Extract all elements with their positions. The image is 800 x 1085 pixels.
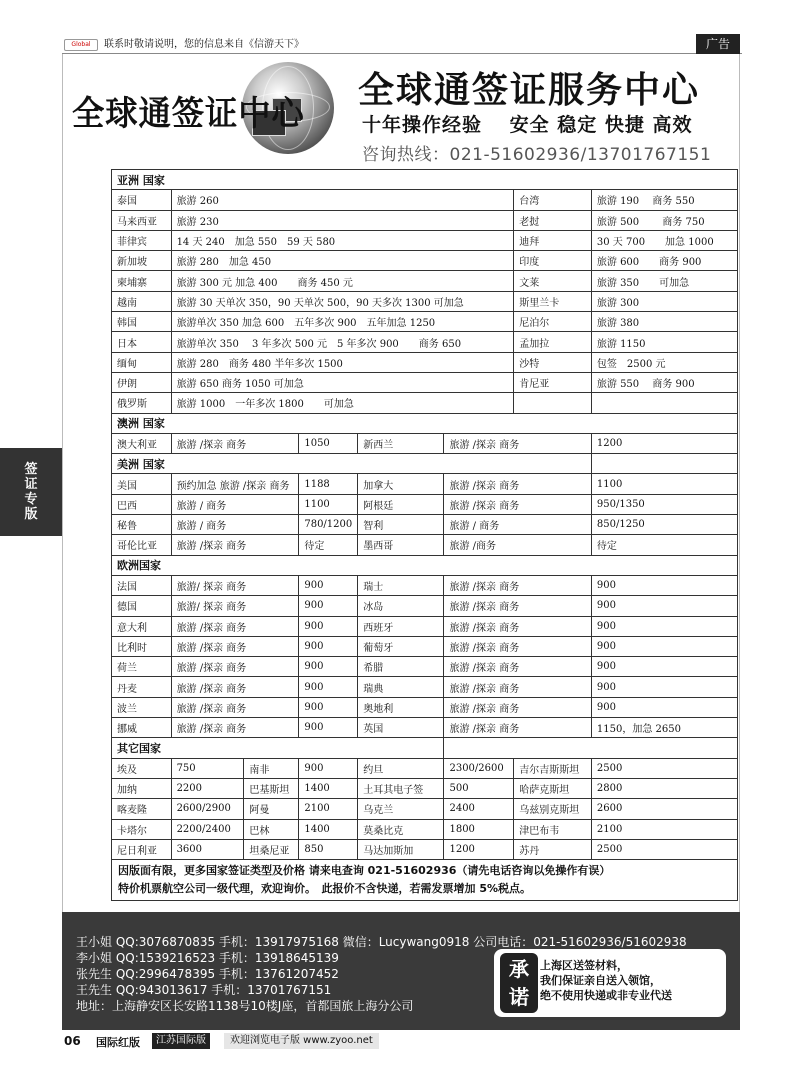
table-cell: 旅游 500 商务 750 xyxy=(591,210,737,230)
table-cell: 旅游 1150 xyxy=(591,332,737,352)
table-cell: 尼泊尔 xyxy=(514,312,592,332)
table-cell: 台湾 xyxy=(514,190,592,210)
table-cell: 旅游 280 商务 480 半年多次 1500 xyxy=(171,352,514,372)
table-cell: 1200 xyxy=(591,433,737,453)
table-row xyxy=(112,413,738,433)
ad-tag: 广告 xyxy=(696,34,740,54)
table-cell: 瑞士 xyxy=(358,575,444,595)
section-header: 澳洲 国家 xyxy=(112,413,738,433)
table-row xyxy=(112,515,738,535)
table-row xyxy=(112,190,738,210)
table-cell: 智利 xyxy=(358,515,444,535)
table-cell: 2200 xyxy=(171,778,244,798)
table-cell: 苏丹 xyxy=(514,839,592,859)
table-cell: 英国 xyxy=(358,718,444,738)
table-cell: 2400 xyxy=(444,799,514,819)
table-cell: 波兰 xyxy=(112,697,172,717)
table-cell: 500 xyxy=(444,778,514,798)
table-cell: 吉尔吉斯斯坦 xyxy=(514,758,592,778)
table-cell: 旅游 /探亲 商务 xyxy=(171,718,299,738)
address: 地址：上海静安区长安路1138号10楼J座，首都国旅上海分公司 xyxy=(76,999,414,1013)
section-header: 美洲 国家 xyxy=(112,454,592,474)
table-cell: 包签 2500 元 xyxy=(591,352,737,372)
brand-title: 全球通签证服务中心 xyxy=(358,70,701,111)
table-row xyxy=(112,616,738,636)
page-number: 06 xyxy=(64,1034,81,1048)
table-cell: 旅游 /探亲 商务 xyxy=(444,657,591,677)
table-cell: 瑞典 xyxy=(358,677,444,697)
table-cell: 旅游 /商务 xyxy=(444,535,591,555)
table-cell: 900 xyxy=(591,636,737,656)
table-row xyxy=(112,555,738,575)
table-cell: 乌克兰 xyxy=(358,799,444,819)
table-row xyxy=(112,575,738,595)
table-cell: 1050 xyxy=(299,433,358,453)
table-row xyxy=(112,819,738,839)
table-cell xyxy=(591,454,737,474)
table-cell: 900 xyxy=(591,657,737,677)
table-cell: 冰岛 xyxy=(358,596,444,616)
table-cell: 旅游 190 商务 550 xyxy=(591,190,737,210)
price-note: 因版面有限，更多国家签证类型及价格 请来电查询 021-51602936（请先电话咨询以免操作有误） xyxy=(118,864,611,878)
table-cell: 旅游 /探亲 商务 xyxy=(171,636,299,656)
table-cell: 旅游 /探亲 商务 xyxy=(171,535,299,555)
table-cell: 墨西哥 xyxy=(358,535,444,555)
table-cell xyxy=(112,860,738,901)
table-cell: 旅游 /探亲 商务 xyxy=(444,596,591,616)
table-cell: 日本 xyxy=(112,332,172,352)
table-cell: 斯里兰卡 xyxy=(514,291,592,311)
table-row xyxy=(112,839,738,859)
table-row xyxy=(112,758,738,778)
table-cell: 加纳 xyxy=(112,778,172,798)
table-cell: 900 xyxy=(299,718,358,738)
source-notice: 联系时敬请说明，您的信息来自《信游天下》 xyxy=(104,39,304,50)
price-note: 特价机票航空公司一级代理，欢迎询价。 此报价不含快递，若需发票增加 5%税点。 xyxy=(118,882,532,896)
table-cell: 750 xyxy=(171,758,244,778)
table-cell: 1400 xyxy=(299,819,358,839)
table-cell xyxy=(444,738,738,758)
table-cell: 肯尼亚 xyxy=(514,372,592,392)
table-cell: 孟加拉 xyxy=(514,332,592,352)
table-cell: 900 xyxy=(299,636,358,656)
table-cell xyxy=(514,393,592,413)
table-cell: 2200/2400 xyxy=(171,819,244,839)
table-cell: 巴基斯坦 xyxy=(244,778,299,798)
table-row xyxy=(112,636,738,656)
table-cell: 900 xyxy=(299,697,358,717)
edition-label: 国际红版 xyxy=(96,1036,140,1049)
table-cell: 旅游 /探亲 商务 xyxy=(444,433,591,453)
promise-line: 上海区送签材料， xyxy=(540,959,628,972)
table-cell: 希腊 xyxy=(358,657,444,677)
table-cell: 旅游 280 加急 450 xyxy=(171,251,514,271)
hotline: 咨询热线：021-51602936/13701767151 xyxy=(362,145,712,165)
table-cell: 旅游 /探亲 商务 xyxy=(171,697,299,717)
table-row xyxy=(112,799,738,819)
table-cell: 1100 xyxy=(299,494,358,514)
table-cell: 挪威 xyxy=(112,718,172,738)
table-row xyxy=(112,778,738,798)
table-cell: 900 xyxy=(591,596,737,616)
table-cell: 旅游 /探亲 商务 xyxy=(444,494,591,514)
table-cell: 900 xyxy=(299,616,358,636)
contact-line: 李小姐 QQ:1539216523 手机：13918645139 xyxy=(76,951,339,965)
table-cell: 2600/2900 xyxy=(171,799,244,819)
table-cell: 旅游 /探亲 商务 xyxy=(444,474,591,494)
table-cell: 900 xyxy=(591,575,737,595)
table-cell: 旅游单次 350 加急 600 五年多次 900 五年加急 1250 xyxy=(171,312,514,332)
section-header: 亚洲 国家 xyxy=(112,170,738,190)
side-tab-label: 签证专版 xyxy=(24,462,38,522)
table-cell: 900 xyxy=(299,596,358,616)
table-cell: 俄罗斯 xyxy=(112,393,172,413)
table-row xyxy=(112,657,738,677)
table-cell: 莫桑比克 xyxy=(358,819,444,839)
table-cell: 尼日利亚 xyxy=(112,839,172,859)
table-cell: 30 天 700 加急 1000 xyxy=(591,230,737,250)
table-cell: 比利时 xyxy=(112,636,172,656)
table-cell: 迪拜 xyxy=(514,230,592,250)
table-cell: 旅游 550 商务 900 xyxy=(591,372,737,392)
table-cell: 900 xyxy=(299,657,358,677)
table-cell: 旅游 / 商务 xyxy=(444,515,591,535)
table-row xyxy=(112,271,738,291)
table-row xyxy=(112,230,738,250)
table-cell: 坦桑尼亚 xyxy=(244,839,299,859)
side-tab xyxy=(0,448,62,536)
table-row xyxy=(112,738,738,758)
table-cell: 沙特 xyxy=(514,352,592,372)
table-cell: 马达加斯加 xyxy=(358,839,444,859)
table-cell: 旅游 300 元 加急 400 商务 450 元 xyxy=(171,271,514,291)
table-cell: 巴西 xyxy=(112,494,172,514)
table-cell: 南非 xyxy=(244,758,299,778)
table-cell: 待定 xyxy=(299,535,358,555)
table-cell: 旅游 /探亲 商务 xyxy=(171,616,299,636)
table-cell: 2800 xyxy=(591,778,737,798)
table-cell: 老挝 xyxy=(514,210,592,230)
table-cell: 旅游/ 探亲 商务 xyxy=(171,575,299,595)
table-row xyxy=(112,535,738,555)
table-cell: 1100 xyxy=(591,474,737,494)
table-cell: 澳大利亚 xyxy=(112,433,172,453)
table-cell: 2300/2600 xyxy=(444,758,514,778)
table-row xyxy=(112,170,738,190)
table-cell: 哥伦比亚 xyxy=(112,535,172,555)
table-cell: 文莱 xyxy=(514,271,592,291)
table-cell: 丹麦 xyxy=(112,677,172,697)
table-cell: 泰国 xyxy=(112,190,172,210)
table-cell: 阿曼 xyxy=(244,799,299,819)
table-row xyxy=(112,697,738,717)
table-cell: 900 xyxy=(299,758,358,778)
table-cell: 旅游 /探亲 商务 xyxy=(444,697,591,717)
table-row xyxy=(112,454,738,474)
table-cell: 法国 xyxy=(112,575,172,595)
contact-line: 张先生 QQ:2996478395 手机：13761207452 xyxy=(76,967,339,981)
table-row xyxy=(112,677,738,697)
table-cell xyxy=(591,393,737,413)
table-cell: 1188 xyxy=(299,474,358,494)
table-cell: 旅游 260 xyxy=(171,190,514,210)
brand-logo-text: 全球通签证中心 xyxy=(72,94,305,134)
table-row xyxy=(112,332,738,352)
table-row xyxy=(112,251,738,271)
table-cell: 950/1350 xyxy=(591,494,737,514)
js-edition-tag: 江苏国际版 xyxy=(152,1033,210,1049)
table-cell: 哈萨克斯坦 xyxy=(514,778,592,798)
magazine-logo: Global xyxy=(64,39,98,51)
table-cell: 伊朗 xyxy=(112,372,172,392)
table-row xyxy=(112,718,738,738)
table-row xyxy=(112,372,738,392)
table-row xyxy=(112,210,738,230)
table-cell: 1800 xyxy=(444,819,514,839)
table-cell: 900 xyxy=(299,677,358,697)
table-cell: 850 xyxy=(299,839,358,859)
table-row xyxy=(112,291,738,311)
promise-badge xyxy=(500,953,538,1013)
table-cell: 2500 xyxy=(591,839,737,859)
table-row xyxy=(112,393,738,413)
table-cell: 新加坡 xyxy=(112,251,172,271)
table-row xyxy=(112,494,738,514)
table-cell: 奥地利 xyxy=(358,697,444,717)
table-cell: 旅游 /探亲 商务 xyxy=(171,433,299,453)
table-cell: 900 xyxy=(591,616,737,636)
table-cell: 2100 xyxy=(299,799,358,819)
table-cell: 旅游 /探亲 商务 xyxy=(444,718,591,738)
table-cell: 菲律宾 xyxy=(112,230,172,250)
table-cell: 旅游 /探亲 商务 xyxy=(444,677,591,697)
table-cell: 900 xyxy=(591,677,737,697)
table-row xyxy=(112,312,738,332)
table-cell: 1150，加急 2650 xyxy=(591,718,737,738)
promise-text xyxy=(540,958,672,1003)
table-cell: 2100 xyxy=(591,819,737,839)
table-row xyxy=(112,474,738,494)
table-row xyxy=(112,433,738,453)
table-cell: 待定 xyxy=(591,535,737,555)
table-cell: 喀麦隆 xyxy=(112,799,172,819)
table-cell: 900 xyxy=(299,575,358,595)
table-cell: 韩国 xyxy=(112,312,172,332)
visa-price-table xyxy=(111,169,738,901)
table-cell: 14 天 240 加急 550 59 天 580 xyxy=(171,230,514,250)
table-cell: 旅游 /探亲 商务 xyxy=(171,677,299,697)
table-cell: 780/1200 xyxy=(299,515,358,535)
table-cell: 意大利 xyxy=(112,616,172,636)
table-cell: 旅游 /探亲 商务 xyxy=(444,636,591,656)
section-header: 欧洲国家 xyxy=(112,555,738,575)
table-cell: 津巴布韦 xyxy=(514,819,592,839)
table-cell: 旅游 230 xyxy=(171,210,514,230)
website-link[interactable]: 欢迎浏览电子版 www.zyoo.net xyxy=(224,1033,379,1049)
table-cell: 850/1250 xyxy=(591,515,737,535)
table-cell: 马来西亚 xyxy=(112,210,172,230)
table-cell: 土耳其电子签 xyxy=(358,778,444,798)
table-cell: 旅游 300 xyxy=(591,291,737,311)
table-cell: 3600 xyxy=(171,839,244,859)
table-cell: 2500 xyxy=(591,758,737,778)
table-cell: 旅游 350 可加急 xyxy=(591,271,737,291)
table-cell: 旅游 / 商务 xyxy=(171,494,299,514)
table-cell: 柬埔寨 xyxy=(112,271,172,291)
promise-line: 绝不使用快递或非专业代送 xyxy=(540,989,672,1002)
contact-line: 王小姐 QQ:3076870835 手机：13917975168 微信：Lucywang0918 公司电话：021-51602936/51602938 xyxy=(76,935,687,949)
table-cell: 预约加急 旅游 /探亲 商务 xyxy=(171,474,299,494)
table-cell: 卡塔尔 xyxy=(112,819,172,839)
table-cell: 旅游 /探亲 商务 xyxy=(171,657,299,677)
table-cell: 2600 xyxy=(591,799,737,819)
promise-line: 我们保证亲自送入领馆， xyxy=(540,974,661,987)
table-row xyxy=(112,352,738,372)
table-cell: 旅游 380 xyxy=(591,312,737,332)
table-cell: 巴林 xyxy=(244,819,299,839)
table-cell: 旅游 30 天单次 350，90 天单次 500，90 天多次 1300 可加急 xyxy=(171,291,514,311)
table-cell: 新西兰 xyxy=(358,433,444,453)
table-cell: 德国 xyxy=(112,596,172,616)
table-cell: 旅游 650 商务 1050 可加急 xyxy=(171,372,514,392)
table-cell: 1400 xyxy=(299,778,358,798)
table-cell: 越南 xyxy=(112,291,172,311)
table-row xyxy=(112,596,738,616)
table-cell: 旅游 /探亲 商务 xyxy=(444,616,591,636)
table-cell: 加拿大 xyxy=(358,474,444,494)
table-cell: 旅游 1000 一年多次 1800 可加急 xyxy=(171,393,514,413)
table-cell: 美国 xyxy=(112,474,172,494)
table-cell: 印度 xyxy=(514,251,592,271)
table-cell: 埃及 xyxy=(112,758,172,778)
table-cell: 旅游/ 探亲 商务 xyxy=(171,596,299,616)
table-cell: 旅游 600 商务 900 xyxy=(591,251,737,271)
table-cell: 缅甸 xyxy=(112,352,172,372)
table-cell: 1200 xyxy=(444,839,514,859)
table-row xyxy=(112,860,738,901)
table-cell: 旅游 / 商务 xyxy=(171,515,299,535)
table-cell: 约旦 xyxy=(358,758,444,778)
table-cell: 西班牙 xyxy=(358,616,444,636)
table-cell: 旅游单次 350 3 年多次 500 元 5 年多次 900 商务 650 xyxy=(171,332,514,352)
table-cell: 900 xyxy=(591,697,737,717)
table-cell: 乌兹别克斯坦 xyxy=(514,799,592,819)
table-cell: 葡萄牙 xyxy=(358,636,444,656)
table-cell: 荷兰 xyxy=(112,657,172,677)
table-cell: 阿根廷 xyxy=(358,494,444,514)
promise-badge-text: 承诺 xyxy=(509,957,529,1009)
section-header: 其它国家 xyxy=(112,738,444,758)
contact-line: 王先生 QQ:943013617 手机：13701767151 xyxy=(76,983,332,997)
table-cell: 旅游 /探亲 商务 xyxy=(444,575,591,595)
table-cell: 秘鲁 xyxy=(112,515,172,535)
brand-slogan: 十年操作经验 安全 稳定 快捷 高效 xyxy=(362,114,693,136)
